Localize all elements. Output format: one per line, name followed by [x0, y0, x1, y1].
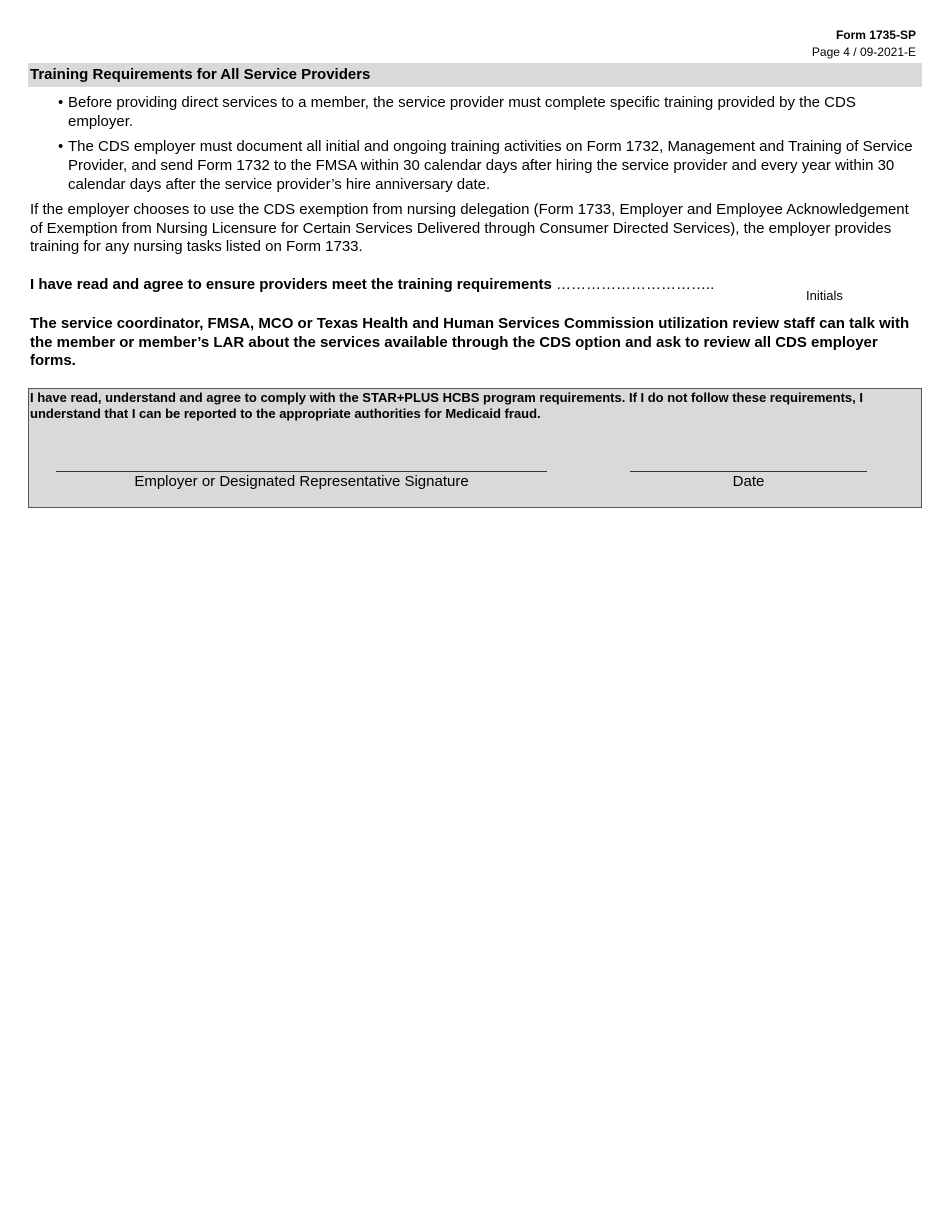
form-number: Form 1735-SP — [835, 28, 916, 42]
initials-statement-row — [30, 276, 714, 294]
employer-signature-label: Employer or Designated Representative Signature — [134, 473, 469, 490]
page-number: Page 4 / 09-2021-E — [811, 45, 916, 59]
section-title: Training Requirements for All Service Providers — [30, 66, 371, 83]
list-item — [58, 93, 920, 131]
initials-label: Initials — [806, 288, 843, 303]
bullet-icon: • — [58, 138, 64, 155]
list-item — [58, 137, 920, 194]
section-header-bar — [28, 63, 922, 87]
list-item-text: Before providing direct services to a member, the service provider must complete specific training provided by the CDS employer. — [68, 94, 856, 130]
nursing-exemption-paragraph: If the employer chooses to use the CDS exemption from nursing delegation (Form 1733, Employer and Employee Acknowledgement of Exemption from Nursing Licensure for Certain Services Delivered through Consumer Directed Services), the employer provides training for any nursing tasks listed on Form 1733. — [30, 201, 909, 255]
agreement-statement: I have read, understand and agree to comply with the STAR+PLUS HCBS program requirements. If I do not follow these requirements, I understand that I can be reported to the appropriate authorities for Medicaid fraud. — [30, 390, 863, 421]
date-label: Date — [732, 473, 765, 490]
date-field[interactable] — [630, 471, 867, 472]
employer-signature-field[interactable] — [56, 471, 547, 472]
initials-field[interactable]: ………………………….. — [556, 276, 715, 293]
list-item-text: The CDS employer must document all initial and ongoing training activities on Form 1732, Management and Training of Service Provider, and send Form 1732 to the FMSA within 30 calendar days after hiring the service provider and every year within 30 calendar days after the service provider’s hire anniversary date. — [68, 138, 913, 193]
initials-statement: I have read and agree to ensure providers meet the training requirements — [30, 276, 552, 293]
bullet-icon: • — [58, 94, 64, 111]
training-requirements-list — [58, 93, 920, 200]
review-notice: The service coordinator, FMSA, MCO or Texas Health and Human Services Commission utilization review staff can talk with the member or member’s LAR about the services available through the CDS option and ask to review all CDS employer forms. — [30, 315, 910, 369]
signature-block — [28, 388, 922, 508]
